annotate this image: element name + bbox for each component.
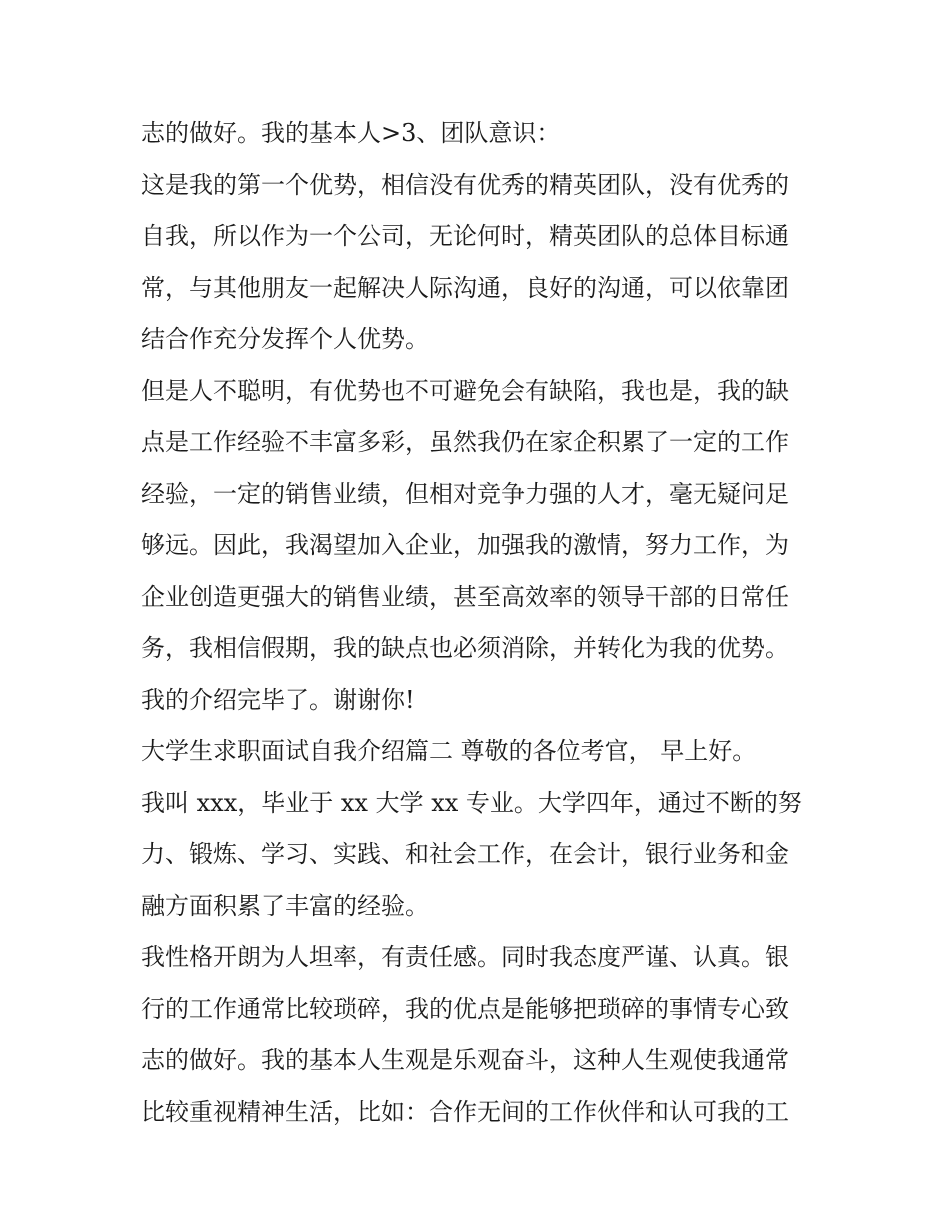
text-line: 务，我相信假期，我的缺点也必须消除，并转化为我的优势。 (141, 634, 789, 662)
text-line: 融方面积累了丰富的经验。 (141, 891, 429, 920)
text-line: 常，与其他朋友一起解决人际沟通，良好的沟通，可以依靠团 (141, 273, 789, 302)
text-line: 我的介绍完毕了。谢谢你! (141, 685, 415, 714)
text-line: 比较重视精神生活，比如：合作无间的工作伙伴和认可我的工 (141, 1097, 789, 1126)
section-heading-line: 大学生求职面试自我介绍篇二 尊敬的各位考官， 早上好。 (141, 737, 757, 765)
text-line: 我叫 xxx，毕业于 xx 大学 xx 专业。大学四年，通过不断的努 (141, 788, 802, 817)
text-line: 够远。因此，我渴望加入企业，加强我的激情，努力工作，为 (141, 531, 789, 559)
text-line: 志的做好。我的基本人>3、团队意识： (141, 119, 561, 147)
text-line: 企业创造更强大的销售业绩，甚至高效率的领导干部的日常任 (141, 582, 789, 611)
text-line: 但是人不聪明，有优势也不可避免会有缺陷，我也是，我的缺 (141, 376, 789, 405)
text-line: 力、锻炼、学习、实践、和社会工作，在会计，银行业务和金 (141, 840, 789, 868)
text-line: 结合作充分发挥个人优势。 (141, 325, 429, 353)
text-line: 自我，所以作为一个公司，无论何时，精英团队的总体目标通 (141, 222, 789, 250)
text-line: 我性格开朗为人坦率，有责任感。同时我态度严谨、认真。银 (141, 943, 789, 971)
text-line: 点是工作经验不丰富多彩，虽然我仍在家企积累了一定的工作 (141, 428, 789, 456)
document-body (141, 108, 821, 1138)
text-line: 这是我的第一个优势，相信没有优秀的精英团队，没有优秀的 (141, 170, 789, 199)
text-line: 经验，一定的销售业绩，但相对竞争力强的人才，毫无疑问足 (141, 479, 789, 508)
text-line: 行的工作通常比较琐碎，我的优点是能够把琐碎的事情专心致 (141, 994, 789, 1023)
text-line: 志的做好。我的基本人生观是乐观奋斗，这种人生观使我通常 (141, 1046, 789, 1074)
